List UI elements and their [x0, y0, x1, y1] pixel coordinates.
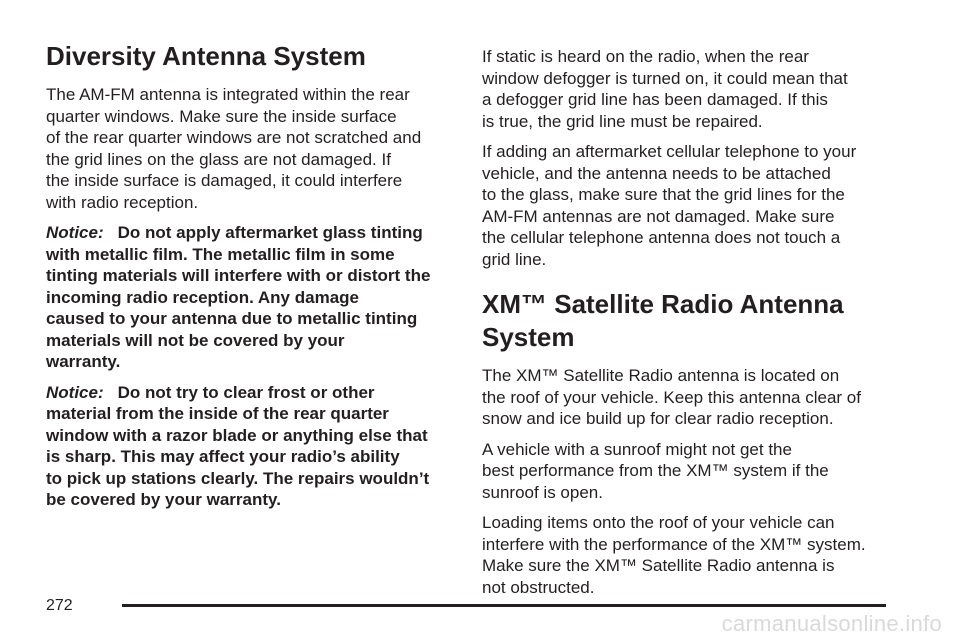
watermark-text: carmanualsonline.info: [721, 611, 942, 636]
text-line: with metallic film. The metallic film in some: [46, 244, 395, 264]
page-number: 272: [46, 597, 73, 614]
text-line: the grid lines on the glass are not damaged. If: [46, 149, 391, 169]
heading-line: System: [482, 322, 575, 352]
text-line: interfere with the performance of the XM™ system.: [482, 534, 866, 554]
text-line: sunroof is open.: [482, 482, 603, 502]
text-line: the roof of your vehicle. Keep this antenna clear of: [482, 387, 861, 407]
section-heading-diversity-antenna: Diversity Antenna System: [46, 41, 366, 71]
text-line: A vehicle with a sunroof might not get the: [482, 439, 792, 459]
notice-paragraph: [46, 382, 456, 511]
notice-label: Notice:: [46, 223, 104, 242]
text-line: caused to your antenna due to metallic tinting: [46, 309, 418, 328]
text-line: [46, 222, 456, 244]
text-line: the inside surface is damaged, it could interfere: [46, 171, 403, 190]
text-line: the cellular telephone antenna does not touch a: [482, 228, 841, 247]
text-line: [46, 382, 456, 404]
text-line: window with a razor blade or anything else that: [46, 425, 428, 445]
text-line: window defogger is turned on, it could mean that: [482, 68, 848, 88]
notice-tinting: [46, 222, 456, 373]
notice-first-line: Do not apply aftermarket glass tinting: [117, 223, 423, 242]
text-line: vehicle, and the antenna needs to be attached: [482, 163, 831, 183]
text-line: AM-FM antennas are not damaged. Make sure: [482, 206, 835, 226]
text-line: incoming radio reception. Any damage: [46, 287, 359, 307]
section-heading-xm-antenna: [482, 288, 902, 354]
text-line: If static is heard on the radio, when the rear: [482, 47, 809, 66]
text-line: The XM™ Satellite Radio antenna is located on: [482, 366, 840, 385]
static-paragraph: [482, 46, 902, 132]
right-column: [482, 46, 902, 607]
footer-divider: [122, 604, 886, 607]
heading-line: XM™ Satellite Radio Antenna: [482, 289, 844, 319]
text-line: Loading items onto the roof of your vehicle can: [482, 513, 835, 532]
xm-location-paragraph: [482, 365, 902, 430]
notice-paragraph: [46, 222, 456, 373]
notice-first-line: Do not try to clear frost or other: [117, 382, 375, 402]
text-line: snow and ice build up for clear radio reception.: [482, 409, 834, 428]
text-line: best performance from the XM™ system if the: [482, 461, 829, 480]
text-line: warranty.: [46, 352, 121, 371]
text-line: grid line.: [482, 249, 547, 269]
left-column: [46, 40, 456, 520]
cellular-paragraph: [482, 141, 902, 270]
text-line: Make sure the XM™ Satellite Radio antenna is: [482, 556, 835, 575]
text-line: is sharp. This may affect your radio’s ability: [46, 447, 400, 466]
text-line: quarter windows. Make sure the inside surface: [46, 106, 397, 126]
notice-label: Notice:: [46, 382, 104, 402]
text-line: with radio reception.: [46, 192, 199, 212]
text-line: materials will not be covered by your: [46, 330, 345, 350]
intro-paragraph: [46, 84, 456, 213]
roof-loading-paragraph: [482, 512, 902, 598]
text-line: tinting materials will interfere with or distort the: [46, 266, 431, 285]
text-line: is true, the grid line must be repaired.: [482, 111, 763, 131]
notice-frost: [46, 382, 456, 511]
text-line: a defogger grid line has been damaged. If this: [482, 90, 828, 109]
text-line: not obstructed.: [482, 577, 595, 597]
text-line: The AM-FM antenna is integrated within the rear: [46, 85, 410, 104]
text-line: to pick up stations clearly. The repairs wouldn’t: [46, 468, 430, 488]
text-line: to the glass, make sure that the grid lines for the: [482, 185, 845, 204]
text-line: material from the inside of the rear quarter: [46, 404, 389, 423]
sunroof-paragraph: [482, 439, 902, 504]
text-line: If adding an aftermarket cellular telephone to your: [482, 142, 857, 161]
text-line: be covered by your warranty.: [46, 490, 281, 509]
text-line: of the rear quarter windows are not scratched and: [46, 128, 422, 147]
